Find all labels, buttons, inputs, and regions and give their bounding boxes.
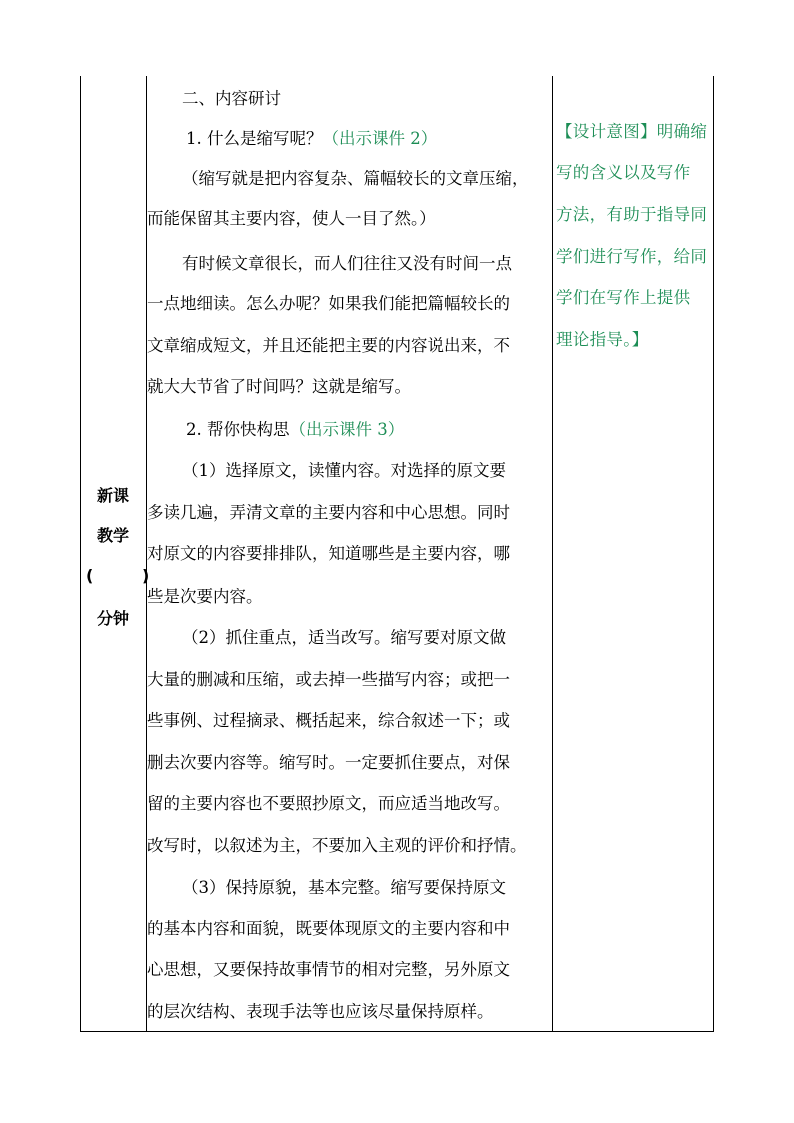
table-border-bottom [80, 1031, 714, 1032]
text-line: 些是次要内容。 [147, 587, 263, 606]
text-line: 而能保留其主要内容，使人一目了然。） [147, 209, 436, 228]
text-line: 大量的删减和压缩，或去掉一些描写内容；或把一 [147, 670, 510, 689]
text-line: 文章缩成短文，并且还能把主要的内容说出来，不 [147, 336, 510, 355]
slide-ref-2: （出示课件 2） [322, 129, 438, 148]
design-note-line: 【设计意图】明确缩 [556, 122, 708, 141]
text-line: 删去次要内容等。缩写时。一定要抓住要点，对保 [147, 753, 510, 772]
design-note-line: 学们在写作上提供 [556, 288, 691, 307]
slide-ref-3: （出示课件 3） [289, 420, 405, 439]
text-line: 的层次结构、表现手法等也应该尽量保持原样。 [147, 1002, 494, 1021]
text-line: 对原文的内容要排排队，知道哪些是主要内容，哪 [147, 544, 510, 563]
text-line: （2）抓住重点，适当改写。缩写要对原文做 [182, 628, 506, 647]
text-line: 就大大节省了时间吗？这就是缩写。 [147, 377, 411, 396]
side-label-line3: 分钟 [96, 609, 129, 628]
side-label-line1: 新课 [96, 486, 129, 505]
table-border-left [80, 76, 81, 1032]
design-note-line: 写的含义以及写作 [556, 163, 691, 182]
design-note-line: 学们进行写作，给同 [556, 247, 708, 266]
text-line: 留的主要内容也不要照抄原文，而应适当地改写。 [147, 794, 510, 813]
question-text-1: 1. 什么是缩写呢？ [186, 129, 323, 148]
text-line: （缩写就是把内容复杂、篇幅较长的文章压缩， [182, 169, 529, 188]
text-line: 多读几遍，弄清文章的主要内容和中心思想。同时 [147, 503, 510, 522]
text-line: 心思想，又要保持故事情节的相对完整，另外原文 [147, 960, 510, 979]
section-heading: 二、内容研讨 [182, 89, 281, 108]
side-paren-open: ( [86, 566, 94, 585]
side-paren-close: ) [142, 566, 150, 585]
text-line: （3）保持原貌，基本完整。缩写要保持原文 [182, 878, 506, 897]
question-text-2: 2. 帮你快构思 [186, 420, 290, 439]
question-heading-2 [186, 419, 590, 441]
text-line: （1）选择原文，读懂内容。对选择的原文要 [182, 461, 506, 480]
text-line: 的基本内容和面貌，既要体现原文的主要内容和中 [147, 919, 510, 938]
design-note-line: 方法，有助于指导同 [556, 205, 708, 224]
text-line: 些事例、过程摘录、概括起来，综合叙述一下；或 [147, 711, 510, 730]
design-note-line: 理论指导。】 [556, 330, 649, 349]
text-line: 一点地细读。怎么办呢？如果我们能把篇幅较长的 [147, 294, 510, 313]
text-line: 改写时，以叙述为主，不要加入主观的评价和抒情。 [147, 836, 527, 855]
text-line: 有时候文章很长，而人们往往又没有时间一点 [182, 254, 512, 273]
side-label-line2: 教学 [96, 526, 129, 545]
question-heading-1 [186, 128, 590, 150]
